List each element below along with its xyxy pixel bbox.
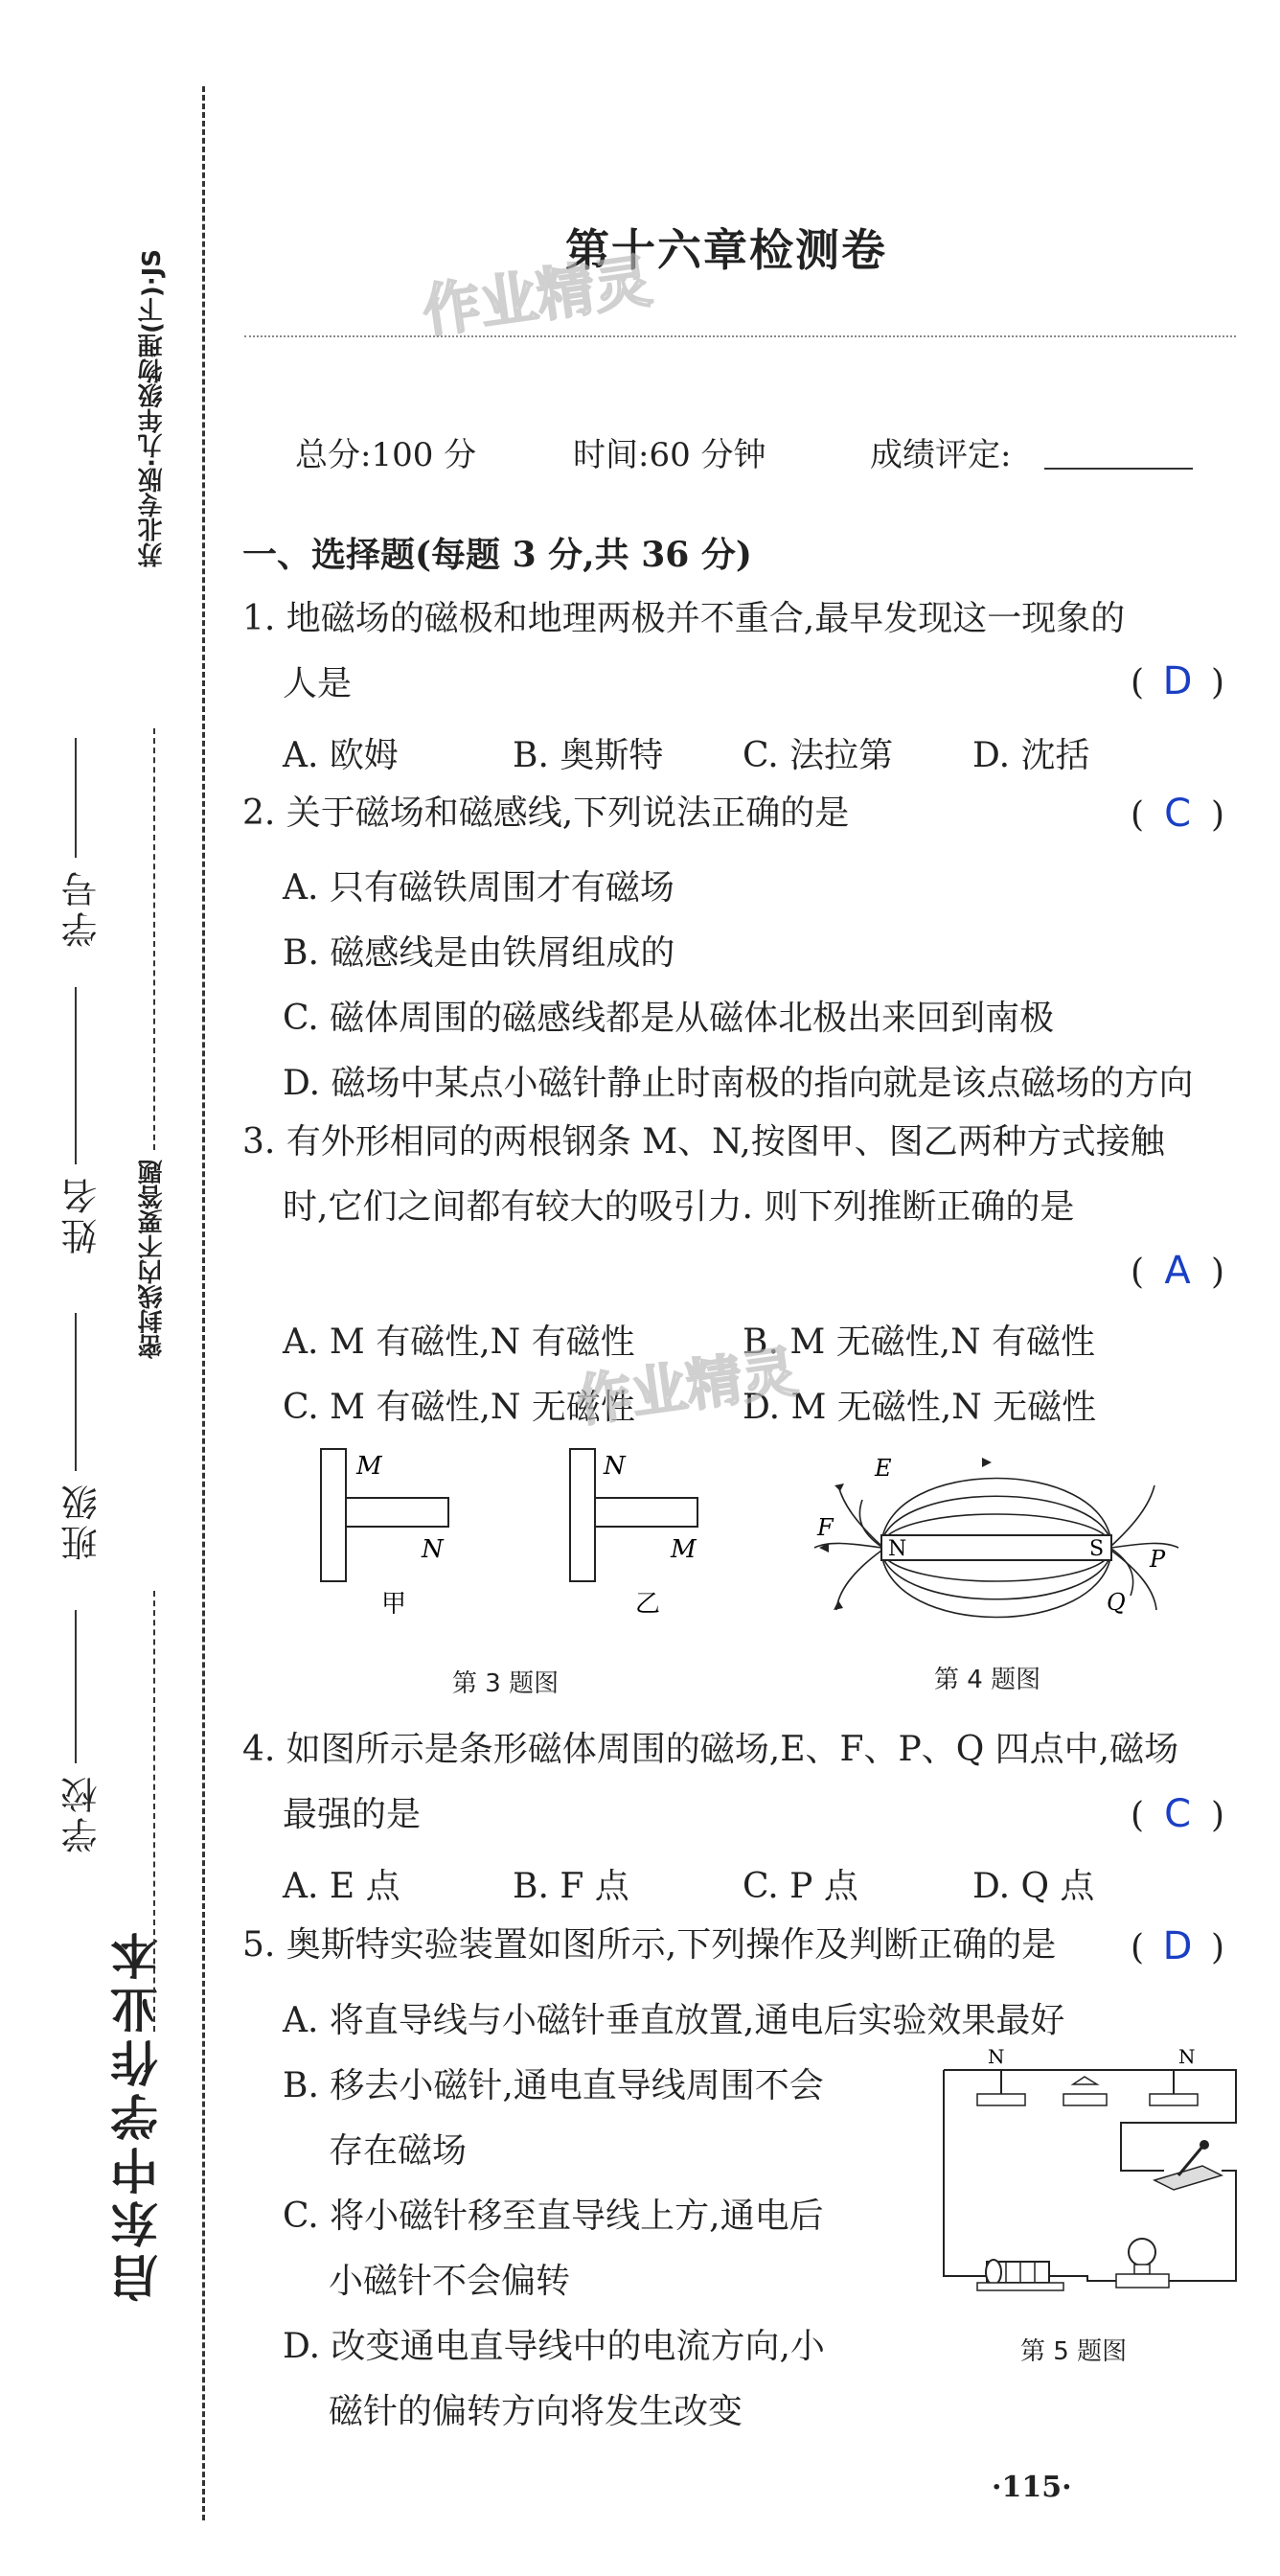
page-title: 第十六章检测卷 [565,224,887,276]
q5-stem: 5. 奥斯特实验装置如图所示,下列操作及判断正确的是 [242,1925,1057,1965]
q1-stem-line1: 1. 地磁场的磁极和地理两极并不重合,最早发现这一现象的 [242,599,1126,638]
fig5-middle-needle [1063,2077,1107,2105]
q2-option-b[interactable]: B. 磁感线是由铁屑组成的 [283,933,675,973]
school-label: 学校 [61,1773,103,1853]
fig5-middle-needle-base [1063,2094,1107,2105]
fig4-s-pole: S [1089,1537,1105,1561]
seal-dash-1 [153,1591,155,2032]
series-label: 苏北专版·九年级物理(下)·JS [138,249,167,567]
q5-option-d[interactable]: D. 改变通电直导线中的电流方向,小 [283,2327,825,2366]
fig5-switch [1154,2140,1222,2190]
q5-option-c-cont: 小磁针不会偏转 [329,2262,571,2301]
q1-answer-value: D [1162,659,1193,703]
fig3-yi-bar-m [595,1498,697,1527]
fig3-jia-label: 甲 [381,1590,407,1619]
binding-margin [0,0,201,2576]
title-divider [244,335,1236,337]
figure-4 [810,1447,1183,1620]
fig3-yi-bar-n [570,1449,595,1581]
q3-answer-value: A [1164,1249,1191,1293]
fig5-caption: 第 5 题图 [1020,2337,1128,2366]
q3-option-b[interactable]: B. M 无磁性,N 有磁性 [743,1322,1096,1362]
fig5-n-left: N [988,2046,1005,2068]
q2-option-c[interactable]: C. 磁体周围的磁感线都是从磁体北极出来回到南极 [283,999,1055,1038]
q3-stem-line2: 时,它们之间都有较大的吸引力. 则下列推断正确的是 [283,1187,1075,1227]
fig4-e: E [875,1455,892,1482]
school-name: 启东中学作业本 [110,1926,166,2302]
id-label: 学号 [61,867,103,948]
q2-answer-value: C [1164,792,1192,836]
q1-stem-line2: 人是 [283,664,353,703]
q1-answer[interactable]: ( D ) [1131,659,1225,703]
q5-option-c[interactable]: C. 将小磁针移至直导线上方,通电后 [283,2196,824,2236]
fig4-q: Q [1107,1589,1126,1616]
fig4-f: F [817,1514,834,1541]
seal-line [202,86,205,2520]
q4-answer-value: C [1164,1792,1192,1836]
q5-option-d-cont: 磁针的偏转方向将发生改变 [329,2392,743,2431]
fig5-left-needle [977,2070,1025,2105]
q3-stem-line1: 3. 有外形相同的两根钢条 M、N,按图甲、图乙两种方式接触 [242,1122,1165,1162]
fig4-bar-magnet [881,1535,1111,1560]
school-blank[interactable] [75,1610,77,1763]
q4-stem-line2: 最强的是 [283,1795,422,1834]
fig5-bulb-base [1116,2274,1169,2288]
fig5-battery-base [977,2283,1063,2290]
seal-dash-2 [153,728,155,1150]
grade-label: 成绩评定: [870,436,1012,474]
grade-blank[interactable] [1044,468,1193,470]
q2-answer[interactable]: ( C ) [1131,792,1225,836]
name-label: 姓名 [61,1174,103,1254]
fig5-bulb-socket [1134,2265,1150,2274]
exam-time: 时间:60 分钟 [573,436,766,474]
fig4-p: P [1150,1546,1166,1573]
q4-answer[interactable]: ( C ) [1131,1792,1225,1836]
q2-option-d[interactable]: D. 磁场中某点小磁针静止时南极的指向就是该点磁场的方向 [283,1064,1194,1103]
name-blank[interactable] [75,987,77,1164]
fig3-yi-label: 乙 [635,1590,661,1619]
q1-option-a[interactable]: A. 欧姆 [283,736,399,775]
fig3-jia-bar-m [321,1449,346,1581]
section-title: 一、选择题(每题 3 分,共 36 分) [242,535,752,575]
fig5-bulb [1116,2239,1169,2288]
figure-5 [934,2046,1260,2295]
fig4-caption: 第 4 题图 [934,1666,1041,1694]
fig4-n-pole: N [888,1537,907,1561]
q4-option-c[interactable]: C. P 点 [743,1867,858,1906]
watermark-top: 作业精灵 [418,247,656,347]
q3-option-d[interactable]: D. M 无磁性,N 无磁性 [743,1388,1097,1427]
fig5-left-needle-base [977,2094,1025,2105]
id-blank[interactable] [75,738,77,858]
q3-answer[interactable]: ( A ) [1131,1249,1225,1293]
fig3-jia-n: N [422,1535,444,1564]
q1-option-d[interactable]: D. 沈括 [972,736,1090,775]
watermark-middle: 作业精灵 [572,1339,802,1435]
figure-3 [307,1438,709,1629]
q4-stem-line1: 4. 如图所示是条形磁体周围的磁场,E、F、P、Q 四点中,磁场 [242,1730,1179,1769]
q4-option-d[interactable]: D. Q 点 [972,1867,1095,1906]
fig3-jia-m: M [356,1452,382,1481]
q4-option-b[interactable]: B. F 点 [513,1867,629,1906]
q1-option-b[interactable]: B. 奥斯特 [513,736,664,775]
total-score: 总分:100 分 [295,436,477,474]
q5-option-b[interactable]: B. 移去小磁针,通电直导线周围不会 [283,2066,824,2105]
q5-answer[interactable]: ( D ) [1131,1924,1225,1968]
q5-answer-value: D [1162,1924,1193,1968]
q5-option-b-cont: 存在磁场 [329,2131,468,2171]
q2-option-a[interactable]: A. 只有磁铁周围才有磁场 [283,868,674,908]
fig3-jia-bar-n [346,1498,448,1527]
seal-note: 密封线内不要答题 [138,1160,167,1359]
class-blank[interactable] [75,1313,77,1471]
fig5-right-needle-base [1150,2094,1198,2105]
q2-stem: 2. 关于磁场和磁感线,下列说法正确的是 [242,794,850,833]
q4-option-a[interactable]: A. E 点 [283,1867,400,1906]
class-label: 班级 [61,1481,103,1561]
fig5-right-needle [1150,2070,1198,2105]
q1-option-c[interactable]: C. 法拉第 [743,736,894,775]
fig3-caption: 第 3 题图 [452,1669,560,1698]
fig3-yi-n: N [604,1452,626,1481]
page-number: ·115· [992,2471,1072,2504]
q3-option-c[interactable]: C. M 有磁性,N 无磁性 [283,1388,635,1427]
q3-option-a[interactable]: A. M 有磁性,N 有磁性 [283,1322,635,1362]
fig3-yi-m: M [671,1535,697,1564]
fig5-n-right: N [1178,2046,1196,2068]
q5-option-a[interactable]: A. 将直导线与小磁针垂直放置,通电后实验效果最好 [283,2001,1065,2040]
